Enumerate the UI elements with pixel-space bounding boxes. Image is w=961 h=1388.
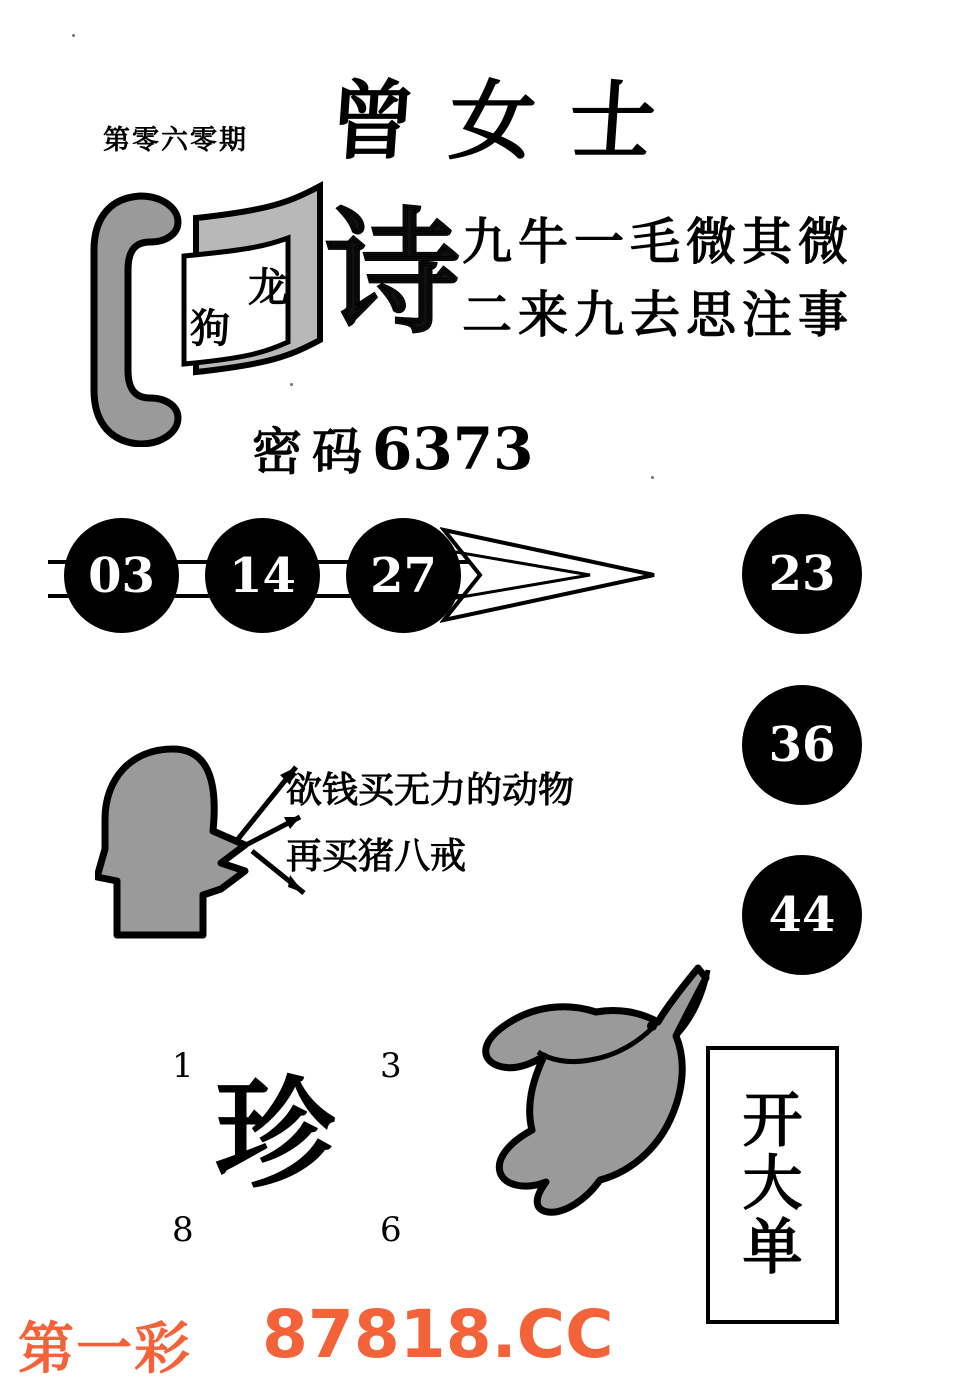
number-ball: 44: [742, 855, 862, 975]
poem-line-1: 九牛一毛微其微: [462, 212, 854, 271]
speech-line-1: 欲钱买无力的动物: [286, 769, 575, 811]
vertical-sign: [706, 1046, 839, 1324]
speech-line-2: 再买猪八戒: [286, 835, 467, 877]
lucky-digit: 6: [380, 1210, 402, 1250]
speck: [72, 34, 75, 37]
lucky-digit: 1: [172, 1046, 194, 1086]
footer-url[interactable]: 87818.CC: [262, 1296, 614, 1373]
zodiac-char-0: 龙: [248, 264, 288, 311]
sign-char-2: 单: [742, 1212, 803, 1283]
number-ball: 14: [205, 518, 320, 633]
issue-label: 第零六零期: [103, 125, 248, 156]
lucky-center-character: 珍: [215, 1064, 335, 1205]
number-ball: 23: [742, 514, 862, 634]
sign-char-1: 大: [742, 1149, 803, 1220]
dove-icon: [470, 960, 740, 1220]
password-row: [252, 412, 533, 484]
arrow-icon: [440, 520, 660, 630]
password-digits: 6373: [372, 415, 534, 483]
password-label: 密码: [252, 422, 372, 481]
lucky-digit: 8: [172, 1210, 194, 1250]
zodiac-char-1: 狗: [190, 305, 230, 352]
page-title: 曾女士: [325, 71, 694, 172]
poem-character: 诗: [325, 193, 460, 352]
number-ball: 36: [742, 685, 862, 805]
number-ball: 27: [346, 518, 461, 633]
sign-char-0: 开: [742, 1086, 803, 1157]
lucky-digit: 3: [380, 1046, 402, 1086]
zodiac-plaque: [170, 180, 335, 385]
poem-text: [462, 206, 854, 351]
footer-brand: 第一彩: [18, 1316, 192, 1382]
speck: [651, 476, 654, 479]
number-ball: 03: [64, 518, 179, 633]
poem-line-2: 二来九去思注事: [462, 284, 854, 344]
